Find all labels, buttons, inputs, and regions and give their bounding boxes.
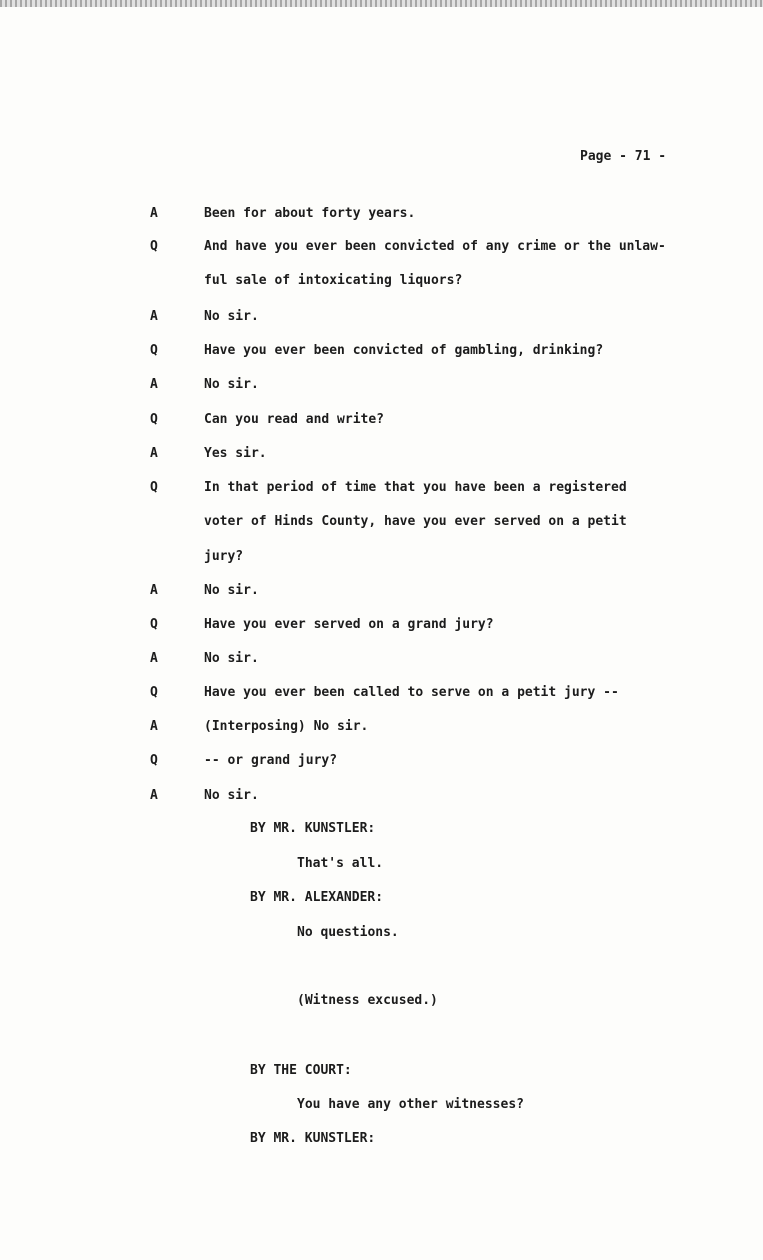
page-number: Page - 71 - <box>580 149 667 164</box>
counsel-remark: You have any other witnesses? <box>297 1097 524 1112</box>
speaker-label: A <box>150 206 158 221</box>
testimony-text: In that period of time that you have been a registered <box>204 480 627 495</box>
testimony-text: No sir. <box>204 788 259 803</box>
testimony-text: -- or grand jury? <box>204 753 338 768</box>
witness-excused-note: (Witness excused.) <box>297 993 438 1008</box>
speaker-label: Q <box>150 480 158 495</box>
speaker-label: A <box>150 719 158 734</box>
speaker-label: Q <box>150 343 158 358</box>
testimony-text: ful sale of intoxicating liquors? <box>204 273 463 288</box>
speaker-label: A <box>150 651 158 666</box>
testimony-text: Can you read and write? <box>204 412 385 427</box>
speaker-label: A <box>150 309 158 324</box>
speaker-label: Q <box>150 617 158 632</box>
speaker-label: A <box>150 377 158 392</box>
testimony-text: No sir. <box>204 377 259 392</box>
speaker-label: Q <box>150 685 158 700</box>
speaker-label: Q <box>150 753 158 768</box>
counsel-heading: BY THE COURT: <box>250 1063 352 1078</box>
testimony-text: Been for about forty years. <box>204 206 416 221</box>
speaker-label: A <box>150 788 158 803</box>
speaker-label: A <box>150 446 158 461</box>
speaker-label: Q <box>150 412 158 427</box>
counsel-remark: No questions. <box>297 925 399 940</box>
testimony-text: Have you ever been called to serve on a petit jury -- <box>204 685 619 700</box>
scan-top-edge <box>0 0 763 7</box>
testimony-text: No sir. <box>204 309 259 324</box>
testimony-text: Have you ever been convicted of gambling, drinking? <box>204 343 604 358</box>
counsel-heading: BY MR. KUNSTLER: <box>250 1131 376 1146</box>
testimony-text: And have you ever been convicted of any crime or the unlaw- <box>204 239 666 254</box>
counsel-heading: BY MR. ALEXANDER: <box>250 890 384 905</box>
speaker-label: Q <box>150 239 158 254</box>
testimony-text: (Interposing) No sir. <box>204 719 369 734</box>
speaker-label: A <box>150 583 158 598</box>
counsel-remark: That's all. <box>297 856 384 871</box>
testimony-text: Yes sir. <box>204 446 267 461</box>
testimony-text: No sir. <box>204 583 259 598</box>
testimony-text: No sir. <box>204 651 259 666</box>
testimony-text: voter of Hinds County, have you ever served on a petit <box>204 514 627 529</box>
testimony-text: jury? <box>204 549 244 564</box>
testimony-text: Have you ever served on a grand jury? <box>204 617 494 632</box>
counsel-heading: BY MR. KUNSTLER: <box>250 821 376 836</box>
